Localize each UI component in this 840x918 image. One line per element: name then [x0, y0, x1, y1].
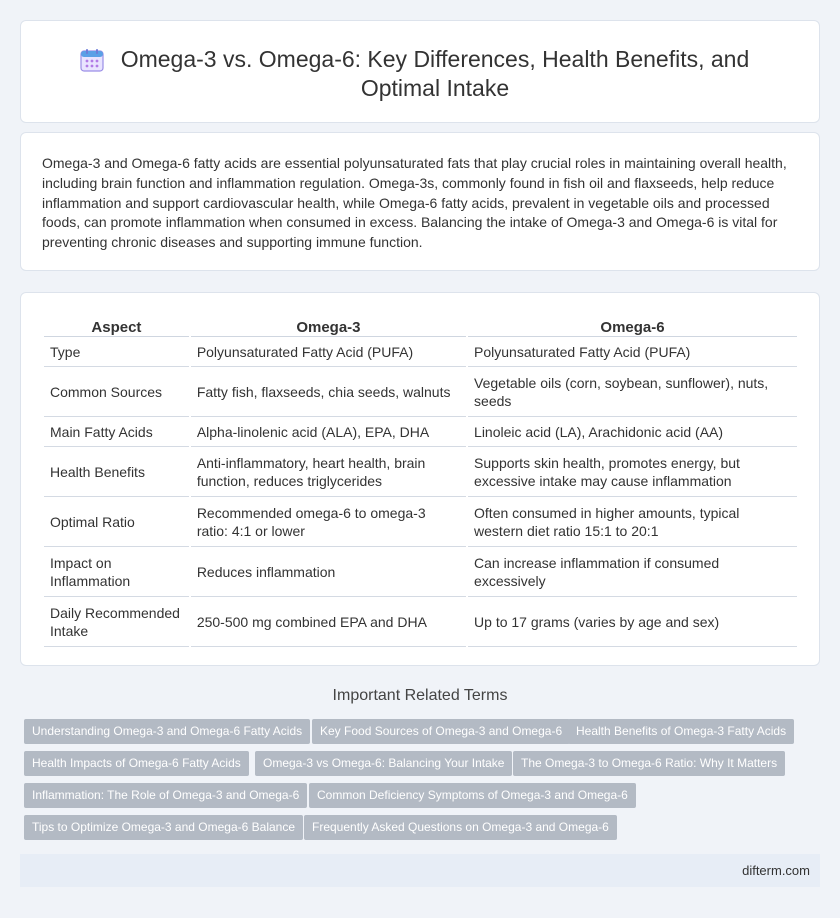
related-term-tag[interactable]: Key Food Sources of Omega-3 and Omega-6 — [312, 719, 570, 744]
title-card — [20, 20, 820, 123]
omega-3-cell: Recommended omega-6 to omega-3 ratio: 4:1 or lower — [191, 497, 466, 547]
site-name[interactable]: difterm.com — [742, 863, 810, 878]
related-term-tag[interactable]: Inflammation: The Role of Omega-3 and Omega-6 — [24, 783, 307, 808]
aspect-cell: Common Sources — [44, 367, 189, 417]
comparison-table — [42, 315, 799, 647]
table-row — [44, 337, 797, 367]
footer — [20, 854, 820, 887]
omega-3-cell: 250-500 mg combined EPA and DHA — [191, 597, 466, 647]
aspect-cell: Health Benefits — [44, 447, 189, 497]
aspect-cell: Main Fatty Acids — [44, 417, 189, 447]
omega-6-cell: Up to 17 grams (varies by age and sex) — [468, 597, 797, 647]
omega-3-cell: Polyunsaturated Fatty Acid (PUFA) — [191, 337, 466, 367]
related-term-tag[interactable]: Common Deficiency Symptoms of Omega-3 and Omega-6 — [309, 783, 636, 808]
omega-6-cell: Linoleic acid (LA), Arachidonic acid (AA) — [468, 417, 797, 447]
omega-6-cell: Vegetable oils (corn, soybean, sunflower), nuts, seeds — [468, 367, 797, 417]
omega-6-cell: Supports skin health, promotes energy, but excessive intake may cause inflammation — [468, 447, 797, 497]
header-omega-6: Omega-6 — [468, 315, 797, 337]
related-term-tag[interactable]: Frequently Asked Questions on Omega-3 and Omega-6 — [304, 815, 617, 840]
aspect-cell: Type — [44, 337, 189, 367]
aspect-cell: Optimal Ratio — [44, 497, 189, 547]
aspect-cell: Impact on Inflammation — [44, 547, 189, 597]
table-row — [44, 547, 797, 597]
table-row — [44, 497, 797, 547]
omega-6-cell: Polyunsaturated Fatty Acid (PUFA) — [468, 337, 797, 367]
related-term-tag[interactable]: The Omega-3 to Omega-6 Ratio: Why It Matters — [513, 751, 785, 776]
header-omega-3: Omega-3 — [191, 315, 466, 337]
omega-3-cell: Reduces inflammation — [191, 547, 466, 597]
comparison-card — [20, 292, 820, 666]
table-header-row — [44, 315, 797, 337]
table-row — [44, 447, 797, 497]
table-row — [44, 417, 797, 447]
related-term-tag[interactable]: Understanding Omega-3 and Omega-6 Fatty Acids — [24, 719, 310, 744]
related-term-tag[interactable]: Health Impacts of Omega-6 Fatty Acids — [24, 751, 249, 776]
omega-6-cell: Often consumed in higher amounts, typical western diet ratio 15:1 to 20:1 — [468, 497, 797, 547]
table-row — [44, 367, 797, 417]
page-title: Omega-3 vs. Omega-6: Key Differences, Health Benefits, and Optimal Intake — [120, 46, 750, 101]
aspect-cell: Daily Recommended Intake — [44, 597, 189, 647]
omega-6-cell: Can increase inflammation if consumed excessively — [468, 547, 797, 597]
related-term-tag[interactable]: Health Benefits of Omega-3 Fatty Acids — [568, 719, 794, 744]
related-terms-heading: Important Related Terms — [332, 687, 508, 704]
omega-3-cell: Alpha-linolenic acid (ALA), EPA, DHA — [191, 417, 466, 447]
omega-3-cell: Anti-inflammatory, heart health, brain function, reduces triglycerides — [191, 447, 466, 497]
table-row — [44, 597, 797, 647]
related-term-tag[interactable]: Omega-3 vs Omega-6: Balancing Your Intake — [255, 751, 512, 776]
header-aspect: Aspect — [44, 315, 189, 337]
omega-3-cell: Fatty fish, flaxseeds, chia seeds, walnuts — [191, 367, 466, 417]
intro-card — [20, 132, 820, 271]
intro-paragraph: Omega-3 and Omega-6 fatty acids are essential polyunsaturated fats that play crucial roles in maintaining overall health, including brain function and inflammation regulation. Omega-3s, commonly found in fish oil and flaxseeds, help reduce inflammation and support cardiovascular health, while Omega-6 fatty acids, prevalent in vegetable oils and processed foods, can promote inflammation when consumed in excess. Balancing the intake of Omega-3 and Omega-6 is vital for preventing chronic diseases and supporting immune function. — [42, 155, 787, 251]
related-term-tag[interactable]: Tips to Optimize Omega-3 and Omega-6 Balance — [24, 815, 303, 840]
